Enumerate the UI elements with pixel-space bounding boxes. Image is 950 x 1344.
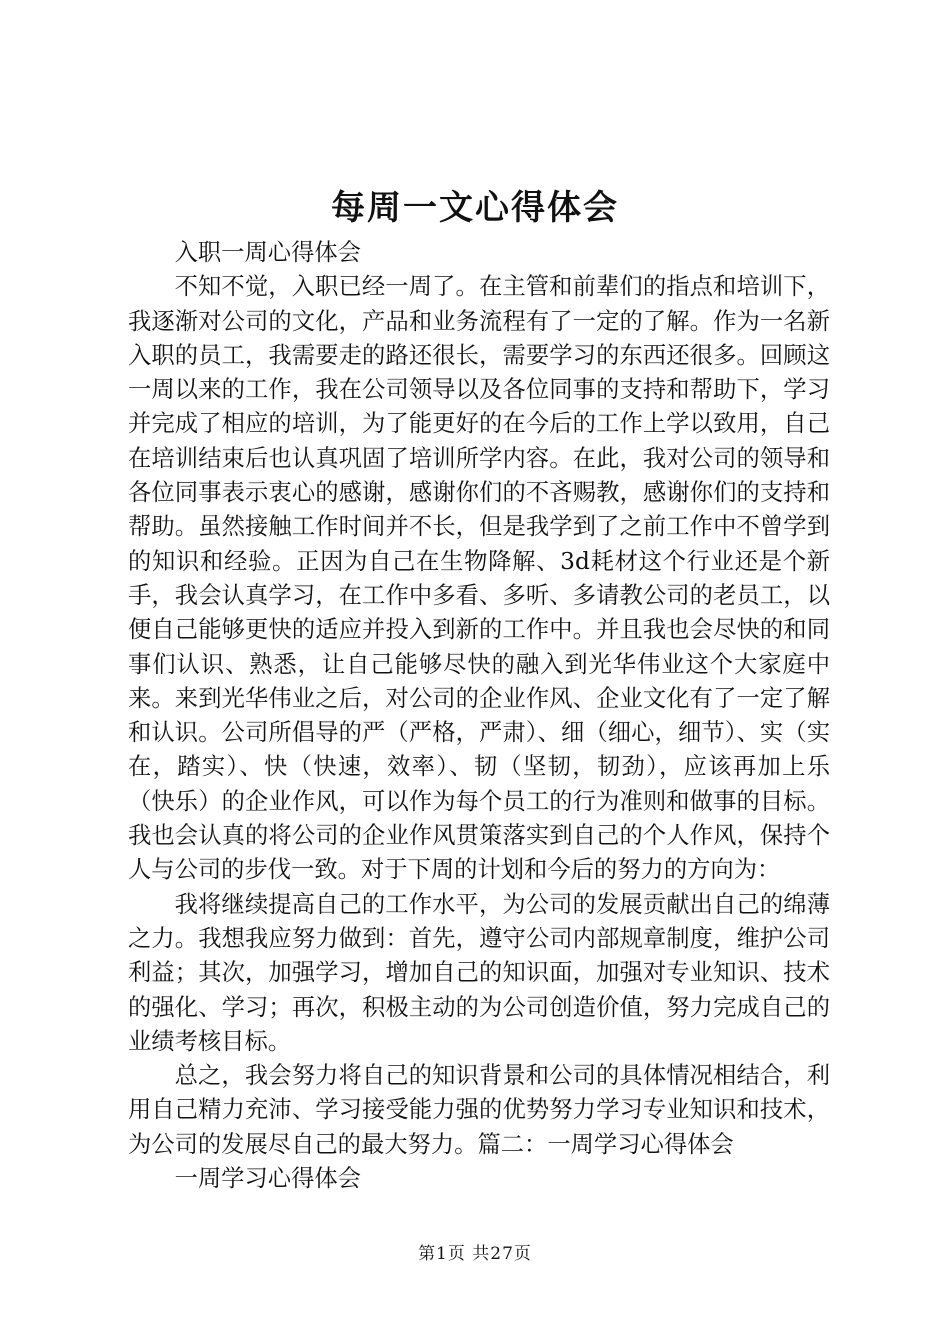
body-paragraph: 我将继续提高自己的工作水平，为公司的发展贡献出自己的绵薄之力。我想我应努力做到：首先，遵守公司内部规章制度，维护公司利益；其次，加强学习，增加自己的知识面，加强对专业知识、技术的强化、学习；再次，积极主动的为公司创造价值，努力完成自己的业绩考核目标。 <box>128 890 830 1055</box>
section-heading-paragraph: 一周学习心得体会 <box>174 1165 361 1193</box>
document-body <box>128 236 830 1196</box>
body-paragraph: 总之，我会努力将自己的知识背景和公司的具体情况相结合，利用自己精力充沛、学习接受能力强的优势努力学习专业知识和技术，为公司的发展尽自己的最大努力。篇二：一周学习心得体会 <box>128 1062 830 1158</box>
page-footer: 第1页 共27页 <box>418 1244 532 1264</box>
subtitle-paragraph: 入职一周心得体会 <box>174 239 361 266</box>
document-title: 每周一文心得体会 <box>331 188 619 228</box>
body-paragraph: 不知不觉，入职已经一周了。在主管和前辈们的指点和培训下，我逐渐对公司的文化，产品和业务流程有了一定的了解。作为一名新入职的员工，我需要走的路还很长，需要学习的东西还很多。回顾这一周以来的工作，我在公司领导以及各位同事的支持和帮助下，学习并完成了相应的培训，为了能更好的在今后的工作上学以致用，自己在培训结束后也认真巩固了培训所学内容。在此，我对公司的领导和各位同事表示衷心的感谢，感谢你们的不吝赐教，感谢你们的支持和帮助。虽然接触工作时间并不长，但是我学到了之前工作中不曾学到的知识和经验。正因为自己在生物降解、3d耗材这个行业还是个新手，我会认真学习，在工作中多看、多听、多请教公司的老员工，以便自己能够更快的适应并投入到新的工作中。并且我也会尽快的和同事们认识、熟悉，让自己能够尽快的融入到光华伟业这个大家庭中来。来到光华伟业之后，对公司的企业作风、企业文化有了一定了解和认识。公司所倡导的严（严格，严肃）、细（细心，细节）、实（实在，踏实）、快（快速，效率）、韧（坚韧，韧劲），应该再加上乐（快乐）的企业作风，可以作为每个员工的行为准则和做事的目标。我也会认真的将公司的企业作风贯策落实到自己的个人作风，保持个人与公司的步伐一致。对于下周的计划和今后的努力的方向为： <box>128 273 830 884</box>
